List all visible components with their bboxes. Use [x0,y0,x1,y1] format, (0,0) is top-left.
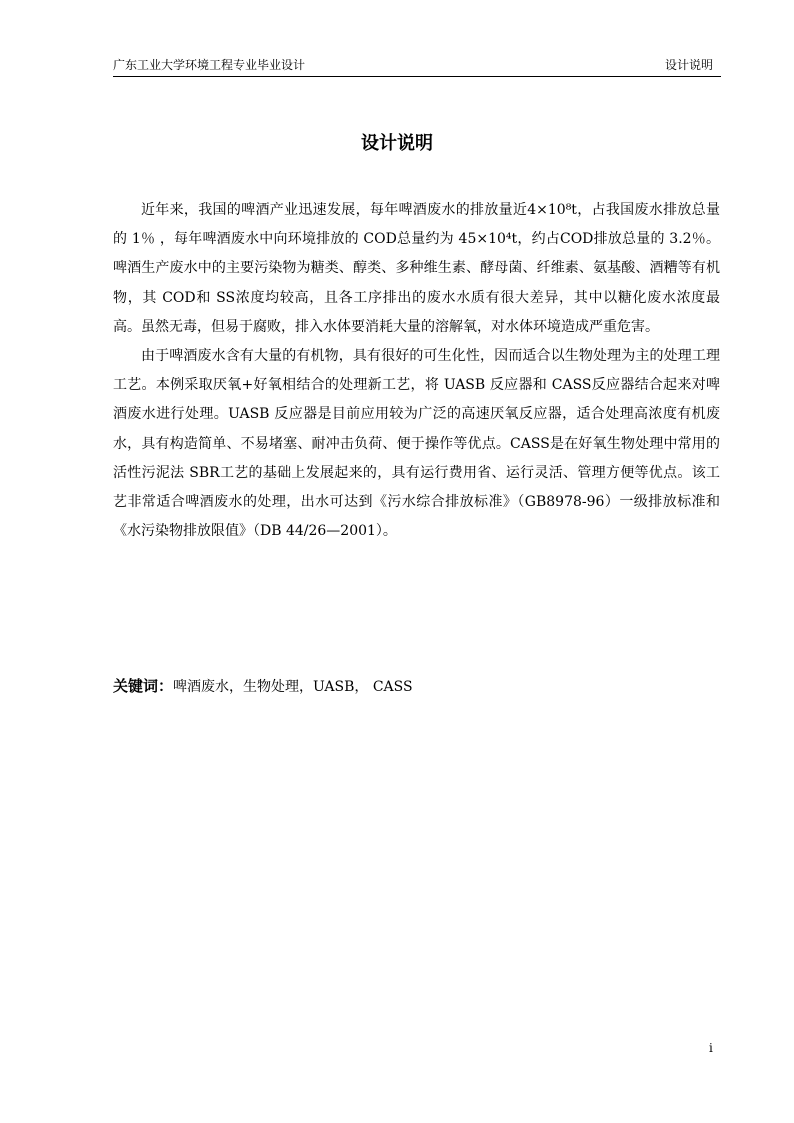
header-section-title: 设计说明 [664,58,713,72]
keywords-line [113,672,720,701]
header-school-title: 广东工业大学环境工程专业毕业设计 [113,58,306,72]
abstract-body [113,196,720,546]
page-number: i [709,1041,713,1055]
paragraph-process: 由于啤酒废水含有大量的有机物，具有很好的可生化性，因而适合以生物处理为主的处理工理工艺。本例采取厌氧+好氧相结合的处理新工艺，将 UASB 反应器和 CASS反应器结合起来对啤酒废水进行处理。UASB 反应器是目前应用较为广泛的高速厌氧反应器，适合处理高浓度有机废水，具有构造简单、不易堵塞、耐冲击负荷、便于操作等优点。CASS是在好氧生物处理中常用的活性污泥法 SBR工艺的基础上发展起来的，具有运行费用省、运行灵活、管理方便等优点。该工艺非常适合啤酒废水的处理，出水可达到《污水综合排放标准》（GB8978-96）一级排放标准和《水污染物排放限值》（DB 44/26—2001）。 [113,348,720,540]
keywords-text: 啤酒废水，生物处理，UASB， CASS [173,679,413,695]
page-header [113,56,721,77]
page-title: 设计说明 [361,133,433,154]
paragraph-background: 近年来，我国的啤酒产业迅速发展，每年啤酒废水的排放量近4×10⁸t，占我国废水排放总量的 1％ ，每年啤酒废水中向环境排放的 COD总量约为 45×10⁴t，约占COD排放总量的 3.2％。啤酒生产废水中的主要污染物为糖类、醇类、多种维生素、酵母菌、纤维素、氨基酸、酒糟等有机物，其 COD和 SS浓度均较高，且各工序排出的废水水质有很大差异，其中以糖化废水浓度最高。虽然无毒，但易于腐败，排入水体要消耗大量的溶解氧，对水体环境造成严重危害。 [113,202,720,335]
keywords-label: 关键词： [113,677,174,695]
